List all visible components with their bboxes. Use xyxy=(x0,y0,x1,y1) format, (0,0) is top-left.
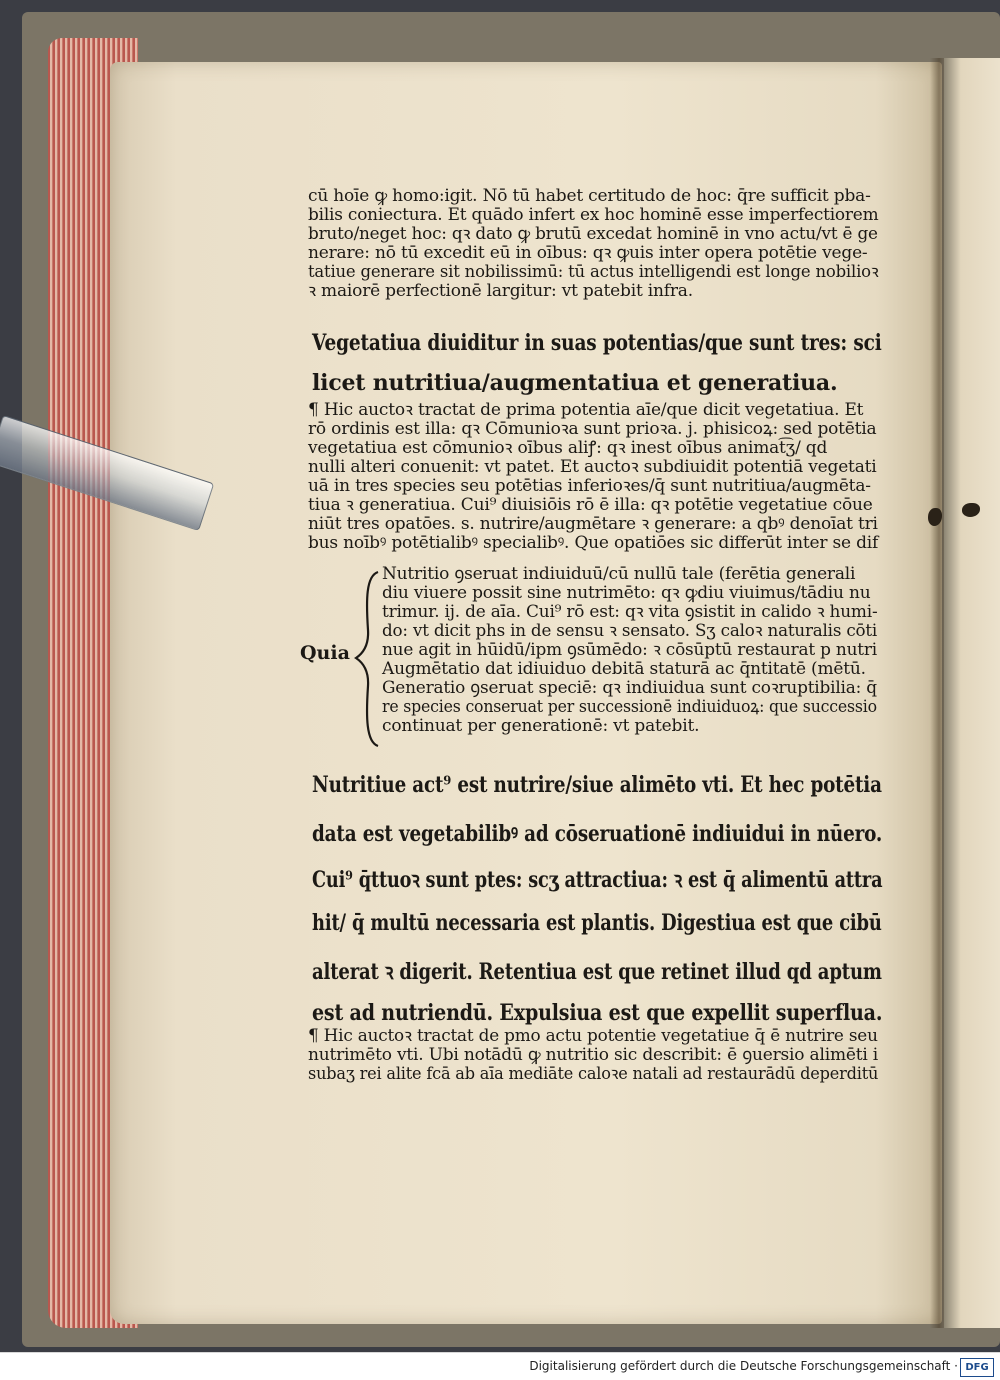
text-line: vegetatiua est cōmunioꝛ oībus aliꝭ: qꝛ inest oībus animat͡ʒ/ qd xyxy=(308,438,828,458)
brace-bracket xyxy=(352,570,382,748)
text-line: uā in tres species seu potētias inferioꝛes/q̄ sunt nutritiua/augmēta- xyxy=(308,476,871,496)
text-line: ꝛ maiorē perfectionē largitur: vt patebit infra. xyxy=(308,281,693,301)
text-line: trimur. ij. de aīa. Cui⁹ rō est: qꝛ vita ꝯsistit in calido ꝛ humi- xyxy=(382,602,878,622)
text-line-large: licet nutritiua/augmentatiua et generatiua. xyxy=(312,370,838,396)
text-line-large: Vegetatiua diuiditur in suas potentias/que sunt tres: sci xyxy=(312,330,882,356)
bracket-label: Quia xyxy=(300,642,350,664)
dfg-logo: DFG xyxy=(960,1358,994,1377)
text-line: Generatio ꝯseruat speciē: qꝛ indiuidua sunt coꝛruptibilia: q̄ xyxy=(382,678,877,698)
footer-bar xyxy=(0,1352,1000,1380)
text-line: bruto/neget hoc: qꝛ dato ꝙ brutū excedat hominē in vno actu/vt ē ge xyxy=(308,224,878,244)
text-line: subaʒ rei alite fcā ab aīa mediāte caloꝛe natali ad restaurādū deperditū xyxy=(308,1064,879,1084)
text-line: tiua ꝛ generatiua. Cui⁹ diuisiōis rō ē illa: qꝛ potētie vegetatiue cōue xyxy=(308,495,873,515)
text-line: cū hoīe ꝙ homo:igit. Nō tū habet certitudo de hoc: q̄re sufficit pba- xyxy=(308,186,871,206)
text-line-large: Cui⁹ q̄ttuoꝛ sunt ptes: scʒ attractiua: ꝛ est q̄ alimentū attra xyxy=(312,867,883,893)
funding-credit: Digitalisierung gefördert durch die Deutsche Forschungsgemeinschaft · xyxy=(529,1359,958,1373)
text-line-large: alterat ꝛ digerit. Retentiua est que retinet illud qd aptum xyxy=(312,959,882,985)
text-line: tatiue generare sit nobilissimū: tū actus intelligendi est longe nobilioꝛ xyxy=(308,262,879,282)
text-line: diu viuere possit sine nutrimēto: qꝛ ꝙdiu viuimus/tādiu nu xyxy=(382,583,871,603)
right-page-edge xyxy=(944,58,1000,1328)
text-line: rō ordinis est illa: qꝛ Cōmunioꝛa sunt prioꝛa. j. phisicoꝝ: sed potētia xyxy=(308,419,877,439)
text-line: ¶ Hic auctoꝛ tractat de pmo actu potentie vegetatiue q̄ ē nutrire seu xyxy=(308,1026,878,1046)
text-line: nue agit in hūidū/ipm ꝯsūmēdo: ꝛ cōsūptū restaurat p nutri xyxy=(382,640,877,660)
text-line: nutrimēto vti. Ubi notādū ꝙ nutritio sic describit: ē ꝯuersio alimēti i xyxy=(308,1045,879,1065)
text-line: nerare: nō tū excedit eū in oībus: qꝛ ꝙuis inter opera potētie vege- xyxy=(308,243,868,263)
text-line-large: Nutritiue act⁹ est nutrire/siue alimēto vti. Et hec potētia xyxy=(312,772,882,798)
text-line: niūt tres opatōes. s. nutrire/augmētare ꝛ generare: a qbꝰ denoīat tri xyxy=(308,514,878,534)
text-line-large: est ad nutriendū. Expulsiua est que expellit superflua. xyxy=(312,1000,883,1026)
text-line: re species conseruat per successionē indiuiduoꝝ: que successio xyxy=(382,697,877,717)
text-line: ¶ Hic auctoꝛ tractat de prima potentia aīe/que dicit vegetatiua. Et xyxy=(308,400,864,420)
text-line-large: hit/ q̄ multū necessaria est plantis. Digestiua est que cibū xyxy=(312,910,882,936)
text-line: Augmētatio dat idiuiduo debitā staturā ac q̄ntitatē (mētū. xyxy=(382,659,866,679)
text-line: Nutritio ꝯseruat indiuiduū/cū nullū tale (ferētia generali xyxy=(382,564,856,584)
text-line: do: vt dicit phs in de sensu ꝛ sensato. Sʒ caloꝛ naturalis cōti xyxy=(382,621,878,641)
text-line: continuat per generationē: vt patebit. xyxy=(382,716,700,736)
text-line: nulli alteri conuenit: vt patet. Et auctoꝛ subdiuidit potentiā vegetati xyxy=(308,457,877,477)
text-line-large: data est vegetabilibꝰ ad cōseruationē indiuidui in nūero. xyxy=(312,821,883,847)
text-line: bilis coniectura. Et quādo infert ex hoc hominē esse imperfectiorem xyxy=(308,205,879,225)
text-line: bus noībꝰ potētialibꝰ specialibꝰ. Que opatiōes sic differūt inter se dif xyxy=(308,533,879,553)
